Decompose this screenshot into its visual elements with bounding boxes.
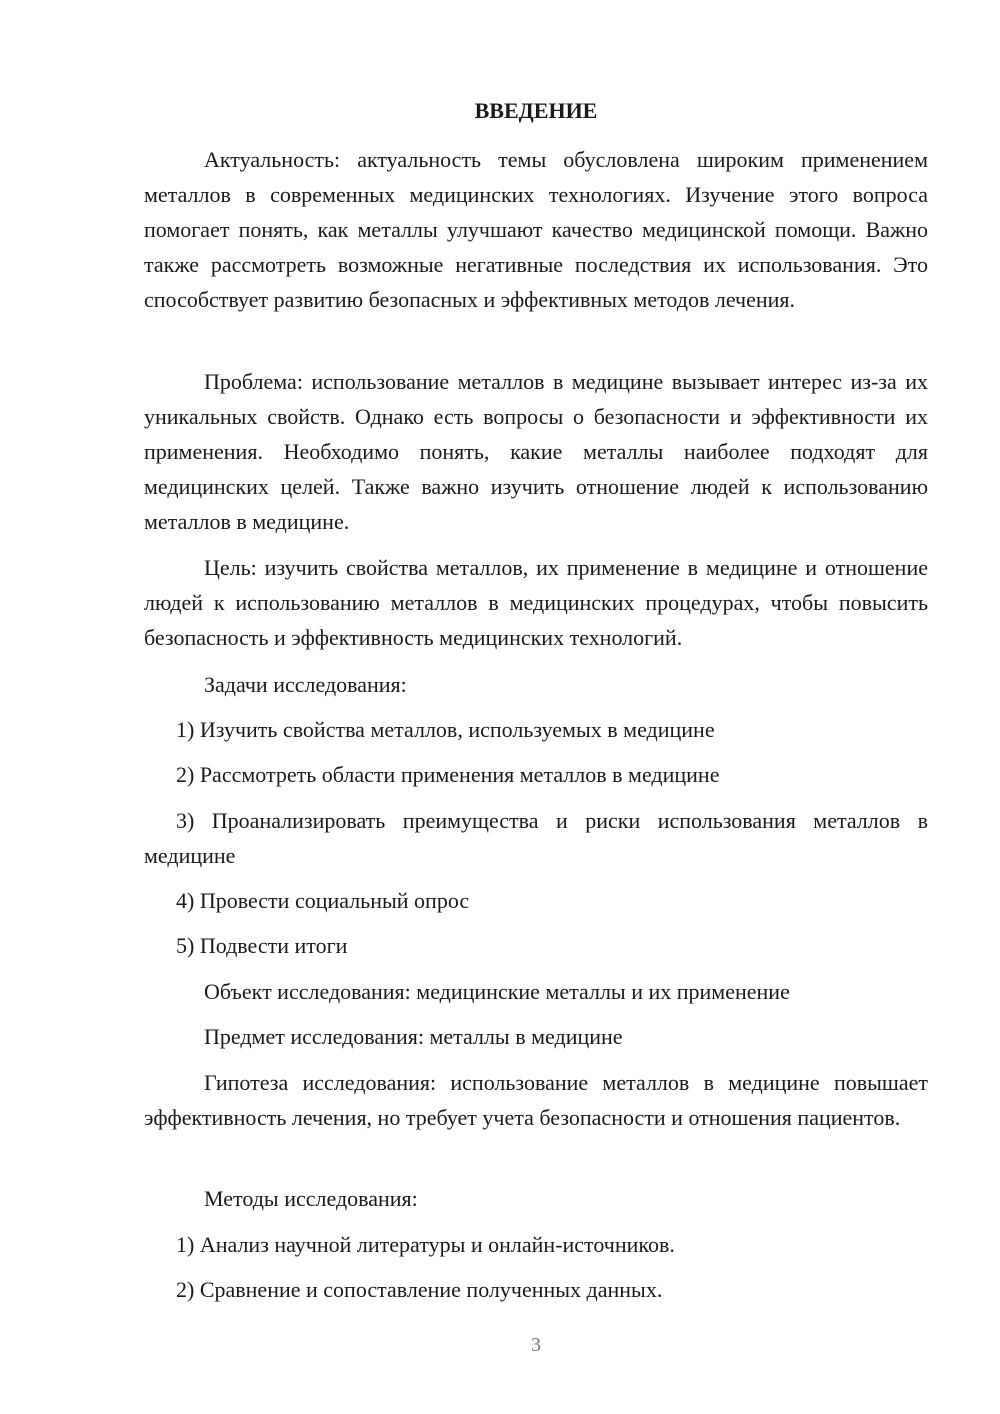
task-item: 2) Рассмотреть области применения металлов в медицине [176, 762, 720, 787]
object-paragraph: Объект исследования: медицинские металлы и их применение [204, 979, 790, 1004]
tasks-heading: Задачи исследования: [204, 672, 407, 697]
task-item: 4) Провести социальный опрос [176, 888, 470, 913]
task-item: 5) Подвести итоги [176, 933, 348, 958]
method-item: 1) Анализ научной литературы и онлайн-источников. [176, 1232, 675, 1257]
subject-paragraph: Предмет исследования: металлы в медицине [204, 1024, 623, 1049]
methods-heading: Методы исследования: [204, 1186, 418, 1211]
method-item: 2) Сравнение и сопоставление полученных данных. [176, 1277, 663, 1302]
section-title: ВВЕДЕНИЕ [474, 98, 598, 123]
problem-paragraph: Проблема: использование металлов в медицине вызывает интерес из-за их уникальных свойств. Однако есть вопросы о безопасности и эффективности их применения. Необходимо понять, какие металлы наиболее подходят для медицинских целей. Также важно изучить отношение людей к использованию металлов в медицине. [144, 369, 928, 534]
hypothesis-paragraph: Гипотеза исследования: использование металлов в медицине повышает эффективность лечения, но требует учета безопасности и отношения пациентов. [144, 1070, 928, 1130]
relevance-paragraph: Актуальность: актуальность темы обусловлена широким применением металлов в современных медицинских технологиях. Изучение этого вопроса помогает понять, как металлы улучшают качество медицинской помощи. Важно также рассмотреть возможные негативные последствия их использования. Это способствует развитию безопасных и эффективных методов лечения. [144, 147, 928, 312]
task-item: 1) Изучить свойства металлов, используемых в медицине [176, 717, 715, 742]
task-item: 3) Проанализировать преимущества и риски использования металлов в медицине [144, 808, 928, 868]
goal-paragraph: Цель: изучить свойства металлов, их применение в медицине и отношение людей к использованию металлов в медицинских процедурах, чтобы повысить безопасность и эффективность медицинских технологий. [144, 555, 928, 650]
page-number: 3 [531, 1334, 541, 1356]
